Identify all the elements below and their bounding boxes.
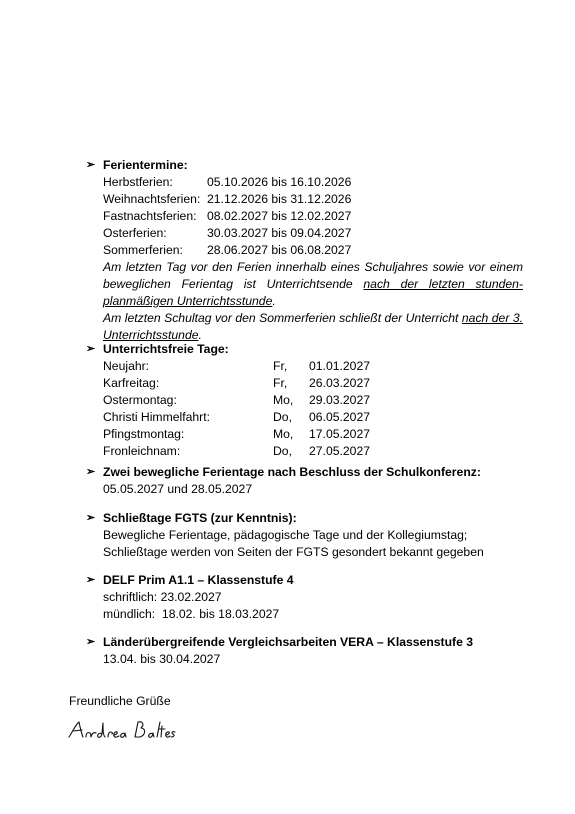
heading-text: Zwei bewegliche Ferientage nach Beschluss der Schulkonferenz: [103,465,481,479]
holiday-row [86,375,526,392]
holiday-date: 29.03.2027 [309,393,370,407]
note-underlined-text: nach der letzten stunden-planmäßigen Unterrichtsstunde [103,277,523,308]
holiday-label: Fronleichnam: [103,444,181,458]
holiday-date: 06.05.2027 [309,410,370,424]
holiday-label: Christi Himmelfahrt: [103,410,210,424]
ferien-label: Sommerferien: [103,243,183,257]
note-text: . [198,328,202,342]
section-text: mündlich: 18.02. bis 18.03.2027 [103,607,280,621]
holiday-day: Mo, [273,393,294,407]
section-text: Bewegliche Ferientage, pädagogische Tage und der Kollegiumstag; [103,528,468,542]
ferien-row [86,225,526,242]
holiday-label: Ostermontag: [103,393,177,407]
ferien-row [86,208,526,225]
heading-text: Unterrichtsfreie Tage: [103,342,229,356]
holiday-day: Fr, [273,359,288,373]
section-text: 13.04. bis 30.04.2027 [103,652,221,666]
note-text: . [272,294,276,308]
section-heading [86,464,526,481]
ferien-row [86,242,526,259]
section-unterrichtsfreie-tage [86,341,526,460]
holiday-day: Do, [273,410,292,424]
ferien-label: Herbstferien: [103,175,173,189]
ferien-value: 05.10.2026 bis 16.10.2026 [207,175,352,189]
arrowhead-bullet-icon: ➢ [86,466,96,478]
holiday-row [86,426,526,443]
holiday-row [86,358,526,375]
ferien-value: 30.03.2027 bis 09.04.2027 [207,226,352,240]
ferien-row [86,174,526,191]
holiday-row [86,392,526,409]
section-ferientermine [86,157,526,344]
section-delf-prim [86,572,526,623]
handwritten-signature [66,718,176,747]
holiday-label: Pfingstmontag: [103,427,185,441]
note-text: Am letzten Schultag vor den Sommerferien schließt der Unterricht [103,311,462,325]
holiday-date: 17.05.2027 [309,427,370,441]
section-text: Schließtage werden von Seiten der FGTS gesondert bekannt gegeben [103,545,484,559]
arrowhead-bullet-icon: ➢ [86,159,96,171]
holiday-day: Mo, [273,427,294,441]
holiday-date: 27.05.2027 [309,444,370,458]
heading-text: Schließtage FGTS (zur Kenntnis): [103,511,297,525]
holiday-row [86,409,526,426]
signature-image [66,718,176,744]
heading-text: DELF Prim A1.1 – Klassenstufe 4 [103,573,294,587]
ferien-value: 21.12.2026 bis 31.12.2026 [207,192,352,206]
arrowhead-bullet-icon: ➢ [86,636,96,648]
note-text: Am letzten Tag vor den Ferien innerhalb eines Schuljahres sowie vor einem beweglichen Ferientag ist Unterrichtsende [103,260,523,291]
arrowhead-bullet-icon: ➢ [86,574,96,586]
holiday-date: 26.03.2027 [309,376,370,390]
closing-greeting: Freundliche Grüße [69,694,171,708]
note-underlined-text: nach der 3. Unterrichtsstunde [103,311,523,342]
ferien-note-2 [86,310,523,344]
ferien-label: Weihnachtsferien: [103,192,201,206]
section-vera [86,634,526,668]
ferien-label: Fastnachtsferien: [103,209,197,223]
holiday-row [86,443,526,460]
ferien-note-1 [86,259,523,310]
heading-text: Länderübergreifende Vergleichsarbeiten VERA – Klassenstufe 3 [103,635,474,649]
section-heading [86,634,526,651]
arrowhead-bullet-icon: ➢ [86,512,96,524]
heading-text: Ferientermine: [103,158,188,172]
section-text: 05.05.2027 und 28.05.2027 [103,482,253,496]
section-heading [86,510,526,527]
section-heading [86,157,526,174]
holiday-day: Do, [273,444,292,458]
holiday-label: Neujahr: [103,359,150,373]
ferien-value: 28.06.2027 bis 06.08.2027 [207,243,352,257]
section-bewegliche-ferientage [86,464,526,498]
holiday-date: 01.01.2027 [309,359,370,373]
section-text: schriftlich: 23.02.2027 [103,590,222,604]
holiday-label: Karfreitag: [103,376,160,390]
section-schliesstage-fgts [86,510,526,561]
ferien-value: 08.02.2027 bis 12.02.2027 [207,209,352,223]
holiday-day: Fr, [273,376,288,390]
section-heading [86,572,526,589]
section-heading [86,341,526,358]
ferien-label: Osterferien: [103,226,167,240]
ferien-row [86,191,526,208]
arrowhead-bullet-icon: ➢ [86,343,96,355]
